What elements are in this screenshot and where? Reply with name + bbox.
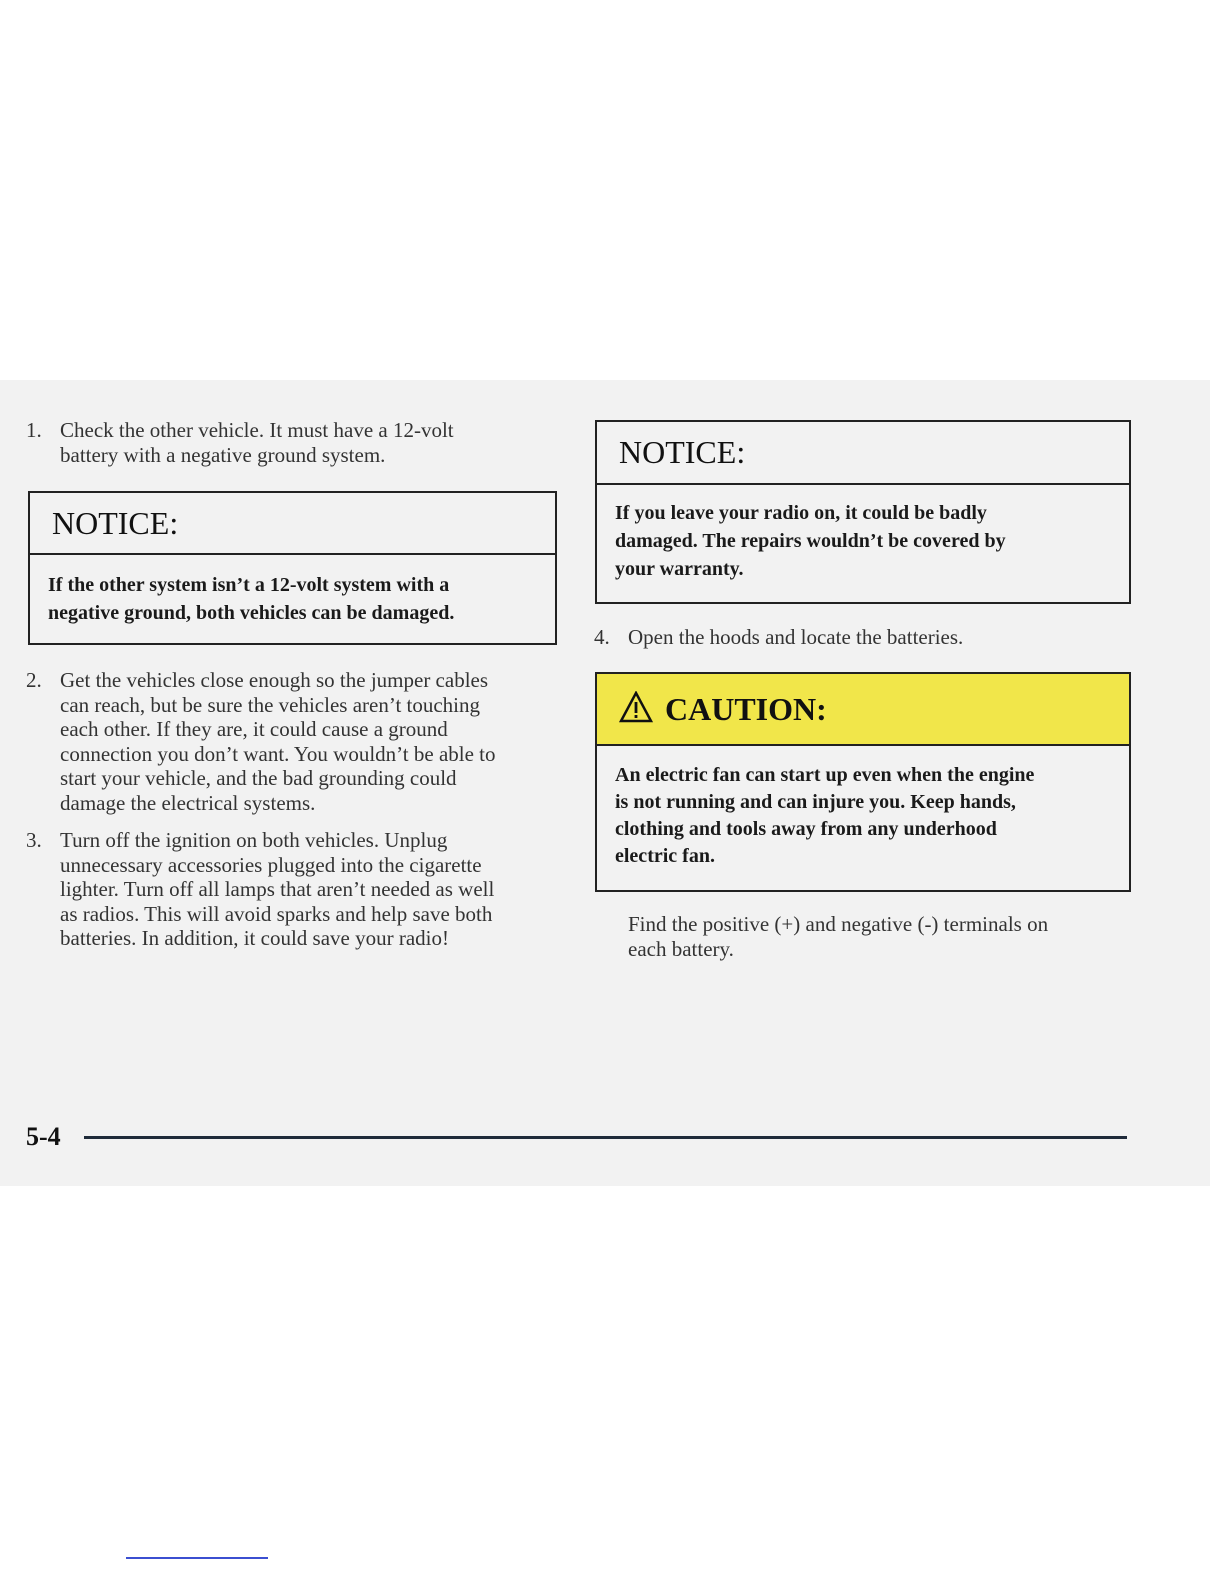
step-3 xyxy=(26,828,560,951)
caution-title: CAUTION: xyxy=(665,690,827,727)
caution-header xyxy=(597,674,1129,746)
step-4-text: Open the hoods and locate the batteries. xyxy=(628,625,964,649)
step-1 xyxy=(26,418,560,467)
notice-left-title: NOTICE: xyxy=(30,493,555,555)
step-4-continuation xyxy=(628,912,1128,961)
decorative-underline xyxy=(126,1557,268,1559)
page-number: 5-4 xyxy=(26,1122,61,1151)
step-2-text: Get the vehicles close enough so the jumper cables can reach, but be sure the vehicles aren’t touching each other. If they are, it could cause a ground connection you don’t want. You wouldn’t be able to start your vehicle, and the bad grounding could damage the electrical systems. xyxy=(60,668,496,815)
step-4-continuation-text: Find the positive (+) and negative (-) terminals on each battery. xyxy=(628,912,1049,961)
warning-triangle-icon xyxy=(619,691,653,731)
notice-left xyxy=(28,491,557,645)
notice-right-title: NOTICE: xyxy=(597,422,1129,485)
caution-box xyxy=(595,672,1131,892)
step-3-number: 3. xyxy=(26,828,42,852)
footer-rule xyxy=(84,1136,1127,1139)
step-4-number: 4. xyxy=(594,625,610,649)
step-1-number: 1. xyxy=(26,418,42,442)
step-2-number: 2. xyxy=(26,668,42,692)
step-4 xyxy=(594,625,1128,650)
step-1-text: Check the other vehicle. It must have a 12-volt battery with a negative ground system. xyxy=(60,418,454,467)
caution-body: An electric fan can start up even when the engine is not running and can injure you. Keep hands, clothing and tools away from any underhood electric fan. xyxy=(615,764,1035,867)
step-2 xyxy=(26,668,560,815)
notice-left-body: If the other system isn’t a 12-volt system with a negative ground, both vehicles can be damaged. xyxy=(48,574,455,624)
notice-right xyxy=(595,420,1131,604)
step-3-text: Turn off the ignition on both vehicles. Unplug unnecessary accessories plugged into the cigarette lighter. Turn off all lamps that aren’t needed as well as radios. This will avoid sparks and help save both batteries. In addition, it could save your radio! xyxy=(60,828,495,950)
notice-right-body: If you leave your radio on, it could be badly damaged. The repairs wouldn’t be covered by your warranty. xyxy=(615,502,1006,580)
